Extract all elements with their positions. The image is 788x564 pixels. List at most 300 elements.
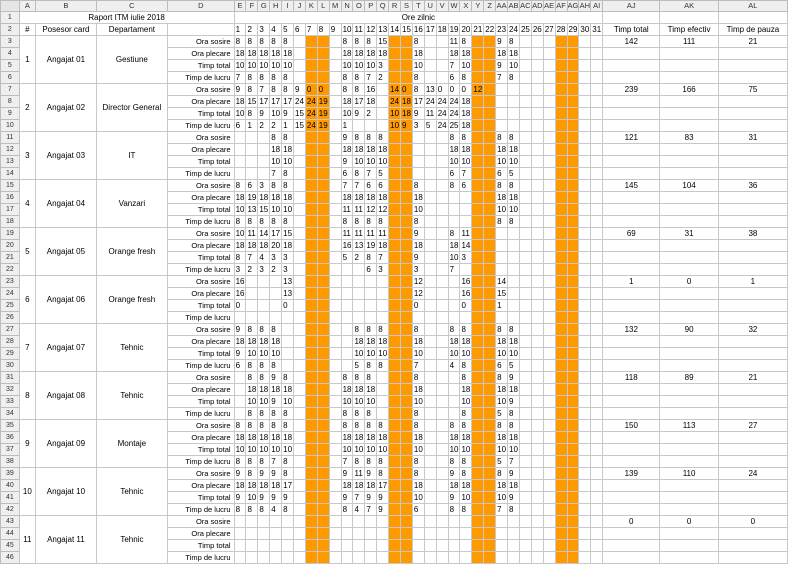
column-header-l[interactable]: L bbox=[317, 1, 329, 12]
day-cell[interactable]: 8 bbox=[460, 504, 472, 516]
day-cell[interactable] bbox=[294, 348, 306, 360]
day-cell[interactable]: 24 bbox=[449, 96, 459, 106]
day-cell[interactable] bbox=[305, 252, 317, 264]
day-cell[interactable]: 11 bbox=[341, 204, 353, 216]
day-cell[interactable] bbox=[531, 492, 543, 504]
day-cell[interactable] bbox=[436, 312, 448, 324]
day-header-30[interactable]: 30 bbox=[580, 24, 590, 34]
day-cell[interactable]: 18 bbox=[366, 384, 376, 394]
employee-name[interactable]: Angajat 10 bbox=[36, 468, 97, 516]
day-cell[interactable] bbox=[579, 72, 591, 84]
day-cell[interactable] bbox=[472, 228, 484, 240]
employee-number[interactable]: 6 bbox=[19, 276, 35, 324]
day-cell[interactable] bbox=[472, 144, 484, 156]
day-cell[interactable]: 18 bbox=[259, 432, 269, 442]
row-header-34[interactable]: 34 bbox=[1, 408, 20, 420]
day-cell[interactable] bbox=[591, 120, 603, 132]
day-cell[interactable]: 24 bbox=[306, 120, 316, 130]
day-cell[interactable]: 10 bbox=[235, 60, 245, 70]
day-cell[interactable] bbox=[579, 492, 591, 504]
day-cell[interactable] bbox=[567, 528, 579, 540]
day-cell[interactable] bbox=[591, 516, 603, 528]
day-cell[interactable]: 4 bbox=[270, 504, 282, 516]
day-cell[interactable] bbox=[401, 504, 413, 516]
day-cell[interactable] bbox=[519, 420, 531, 432]
day-cell[interactable] bbox=[555, 396, 567, 408]
day-cell[interactable] bbox=[424, 348, 436, 360]
row-label[interactable]: Ora sosire bbox=[168, 516, 235, 528]
day-cell[interactable] bbox=[567, 276, 579, 288]
day-cell[interactable] bbox=[329, 348, 341, 360]
day-cell[interactable] bbox=[424, 384, 436, 396]
day-cell[interactable] bbox=[472, 252, 484, 264]
day-cell[interactable]: 12 bbox=[413, 276, 423, 286]
day-cell[interactable] bbox=[424, 468, 436, 480]
day-cell[interactable] bbox=[305, 456, 317, 468]
day-cell[interactable] bbox=[567, 312, 579, 324]
day-cell[interactable] bbox=[519, 60, 531, 72]
day-cell[interactable]: 10 bbox=[497, 396, 507, 406]
day-cell[interactable]: 3 bbox=[282, 264, 294, 276]
day-cell[interactable]: 18 bbox=[497, 480, 507, 490]
day-cell[interactable]: 13 bbox=[283, 276, 293, 286]
day-cell[interactable] bbox=[424, 144, 436, 156]
total-te[interactable]: 113 bbox=[660, 420, 718, 432]
day-cell[interactable] bbox=[329, 120, 341, 132]
day-cell[interactable] bbox=[294, 372, 306, 384]
day-cell[interactable] bbox=[472, 240, 484, 252]
day-cell[interactable] bbox=[436, 156, 448, 168]
day-cell[interactable] bbox=[317, 456, 329, 468]
day-cell[interactable]: 9 bbox=[365, 468, 377, 480]
day-cell[interactable]: 18 bbox=[283, 144, 293, 154]
day-cell[interactable]: 18 bbox=[354, 144, 364, 154]
day-cell[interactable] bbox=[401, 252, 413, 264]
row-label[interactable]: Timp total bbox=[168, 444, 235, 456]
day-cell[interactable]: 8 bbox=[270, 216, 282, 228]
day-cell[interactable]: 11 bbox=[353, 228, 365, 240]
total-te-blank[interactable] bbox=[660, 540, 718, 552]
day-cell[interactable] bbox=[484, 360, 496, 372]
day-cell[interactable] bbox=[567, 192, 579, 204]
row-label[interactable]: Timp total bbox=[168, 300, 235, 312]
day-cell[interactable] bbox=[389, 504, 401, 516]
day-cell[interactable]: 8 bbox=[460, 360, 472, 372]
total-tt[interactable]: 142 bbox=[603, 36, 660, 48]
day-cell[interactable]: 16 bbox=[461, 288, 471, 298]
column-header-p[interactable]: P bbox=[365, 1, 377, 12]
day-cell[interactable] bbox=[579, 516, 591, 528]
day-cell[interactable] bbox=[531, 348, 543, 360]
day-cell[interactable]: 18 bbox=[461, 336, 471, 346]
row-header-41[interactable]: 41 bbox=[1, 492, 20, 504]
day-cell[interactable] bbox=[424, 132, 436, 144]
employee-number[interactable]: 5 bbox=[19, 228, 35, 276]
day-cell[interactable] bbox=[448, 528, 460, 540]
day-cell[interactable]: 8 bbox=[282, 84, 294, 96]
day-cell[interactable] bbox=[472, 372, 484, 384]
employee-department[interactable]: Gestiune bbox=[96, 36, 167, 84]
day-cell[interactable] bbox=[389, 156, 401, 168]
day-cell[interactable] bbox=[424, 180, 436, 192]
day-cell[interactable] bbox=[282, 360, 294, 372]
day-cell[interactable] bbox=[329, 456, 341, 468]
day-cell[interactable]: 10 bbox=[247, 444, 257, 454]
day-cell[interactable] bbox=[377, 300, 389, 312]
day-cell[interactable] bbox=[341, 528, 353, 540]
day-cell[interactable]: 18 bbox=[413, 336, 423, 346]
day-cell[interactable] bbox=[472, 504, 484, 516]
total-tt-blank[interactable] bbox=[603, 48, 660, 60]
day-cell[interactable]: 8 bbox=[353, 456, 365, 468]
day-cell[interactable] bbox=[294, 264, 306, 276]
day-cell[interactable]: 15 bbox=[283, 228, 293, 238]
day-cell[interactable]: 7 bbox=[353, 492, 365, 504]
day-cell[interactable] bbox=[436, 288, 448, 300]
day-cell[interactable]: 8 bbox=[412, 216, 424, 228]
day-cell[interactable] bbox=[448, 408, 460, 420]
day-cell[interactable] bbox=[555, 168, 567, 180]
day-cell[interactable] bbox=[519, 72, 531, 84]
day-cell[interactable] bbox=[543, 180, 555, 192]
day-cell[interactable] bbox=[246, 276, 258, 288]
day-cell[interactable] bbox=[436, 396, 448, 408]
day-cell[interactable] bbox=[365, 288, 377, 300]
day-cell[interactable] bbox=[305, 48, 317, 60]
day-cell[interactable] bbox=[531, 132, 543, 144]
row-label[interactable]: Ora sosire bbox=[168, 84, 235, 96]
day-cell[interactable]: 0 bbox=[460, 300, 472, 312]
total-tt-blank[interactable] bbox=[603, 120, 660, 132]
day-cell[interactable] bbox=[401, 444, 413, 456]
row-header-25[interactable]: 25 bbox=[1, 300, 20, 312]
day-cell[interactable] bbox=[591, 144, 603, 156]
day-cell[interactable] bbox=[329, 204, 341, 216]
day-cell[interactable]: 8 bbox=[246, 84, 258, 96]
day-cell[interactable] bbox=[436, 540, 448, 552]
day-cell[interactable]: 10 bbox=[235, 204, 245, 214]
day-header-14[interactable]: 14 bbox=[390, 24, 400, 34]
total-tt-blank[interactable] bbox=[603, 156, 660, 168]
day-header-15[interactable]: 15 bbox=[402, 24, 411, 34]
total-te-blank[interactable] bbox=[660, 156, 718, 168]
day-cell[interactable]: 11 bbox=[377, 228, 389, 240]
total-te-blank[interactable] bbox=[660, 264, 718, 276]
day-cell[interactable] bbox=[246, 552, 258, 564]
day-cell[interactable]: 6 bbox=[460, 180, 472, 192]
day-cell[interactable] bbox=[401, 264, 413, 276]
total-te[interactable]: 104 bbox=[660, 180, 718, 192]
day-cell[interactable] bbox=[555, 192, 567, 204]
day-cell[interactable]: 7 bbox=[234, 72, 246, 84]
day-cell[interactable] bbox=[567, 504, 579, 516]
day-cell[interactable] bbox=[317, 348, 329, 360]
total-tt-blank[interactable] bbox=[603, 204, 660, 216]
day-cell[interactable] bbox=[305, 156, 317, 168]
day-cell[interactable] bbox=[591, 384, 603, 396]
day-cell[interactable] bbox=[412, 144, 424, 156]
day-cell[interactable] bbox=[436, 432, 448, 444]
day-cell[interactable] bbox=[448, 276, 460, 288]
day-cell[interactable] bbox=[294, 540, 306, 552]
day-cell[interactable] bbox=[401, 300, 413, 312]
day-cell[interactable] bbox=[567, 288, 579, 300]
day-cell[interactable] bbox=[353, 312, 365, 324]
day-cell[interactable]: 10 bbox=[271, 156, 281, 166]
day-cell[interactable] bbox=[305, 132, 317, 144]
day-cell[interactable] bbox=[460, 192, 472, 204]
employee-number[interactable]: 8 bbox=[19, 372, 35, 420]
column-header-m[interactable]: M bbox=[329, 1, 341, 12]
total-te-blank[interactable] bbox=[660, 408, 718, 420]
day-cell[interactable] bbox=[246, 132, 258, 144]
row-header-46[interactable]: 46 bbox=[1, 552, 20, 564]
day-cell[interactable] bbox=[258, 156, 270, 168]
day-cell[interactable]: 6 bbox=[234, 360, 246, 372]
day-cell[interactable]: 18 bbox=[509, 384, 518, 394]
row-label[interactable]: Ora sosire bbox=[168, 132, 235, 144]
day-cell[interactable] bbox=[591, 372, 603, 384]
day-cell[interactable] bbox=[448, 384, 460, 396]
total-tp-blank[interactable] bbox=[718, 300, 787, 312]
day-cell[interactable]: 24 bbox=[306, 108, 316, 118]
day-cell[interactable] bbox=[270, 288, 282, 300]
row-label[interactable]: Ora plecare bbox=[168, 192, 235, 204]
day-cell[interactable] bbox=[531, 456, 543, 468]
day-cell[interactable] bbox=[579, 348, 591, 360]
total-te-blank[interactable] bbox=[660, 456, 718, 468]
day-cell[interactable] bbox=[389, 180, 401, 192]
day-cell[interactable] bbox=[234, 528, 246, 540]
day-cell[interactable]: 4 bbox=[258, 252, 270, 264]
day-cell[interactable] bbox=[341, 288, 353, 300]
day-cell[interactable]: 6 bbox=[496, 360, 508, 372]
row-header-24[interactable]: 24 bbox=[1, 288, 20, 300]
day-cell[interactable] bbox=[401, 516, 413, 528]
day-cell[interactable] bbox=[531, 432, 543, 444]
day-cell[interactable] bbox=[543, 528, 555, 540]
day-cell[interactable] bbox=[567, 384, 579, 396]
day-cell[interactable] bbox=[401, 180, 413, 192]
day-cell[interactable] bbox=[591, 444, 603, 456]
day-cell[interactable]: 18 bbox=[247, 48, 257, 58]
total-tt-blank[interactable] bbox=[603, 456, 660, 468]
day-cell[interactable] bbox=[424, 552, 436, 564]
day-cell[interactable]: 9 bbox=[341, 156, 353, 168]
day-cell[interactable] bbox=[317, 384, 329, 396]
day-cell[interactable] bbox=[353, 300, 365, 312]
day-cell[interactable]: 10 bbox=[283, 156, 293, 166]
day-cell[interactable] bbox=[508, 528, 520, 540]
day-cell[interactable]: 11 bbox=[353, 468, 365, 480]
day-cell[interactable] bbox=[579, 144, 591, 156]
totals-header-2[interactable]: Timp de pauza bbox=[718, 24, 787, 36]
day-cell[interactable]: 18 bbox=[235, 240, 245, 250]
day-cell[interactable] bbox=[377, 276, 389, 288]
day-cell[interactable]: 18 bbox=[402, 96, 411, 106]
day-cell[interactable]: 10 bbox=[354, 348, 364, 358]
day-cell[interactable] bbox=[472, 120, 484, 132]
day-cell[interactable]: 18 bbox=[461, 432, 471, 442]
total-tt-blank[interactable] bbox=[603, 360, 660, 372]
day-cell[interactable] bbox=[317, 180, 329, 192]
day-cell[interactable] bbox=[472, 60, 484, 72]
total-tp-blank[interactable] bbox=[718, 408, 787, 420]
day-cell[interactable]: 10 bbox=[247, 348, 257, 358]
day-cell[interactable] bbox=[567, 216, 579, 228]
day-cell[interactable] bbox=[484, 168, 496, 180]
day-cell[interactable] bbox=[282, 552, 294, 564]
day-cell[interactable] bbox=[294, 36, 306, 48]
day-cell[interactable]: 7 bbox=[365, 72, 377, 84]
day-cell[interactable] bbox=[484, 516, 496, 528]
day-cell[interactable]: 8 bbox=[341, 372, 353, 384]
day-cell[interactable] bbox=[591, 456, 603, 468]
day-cell[interactable] bbox=[496, 552, 508, 564]
day-cell[interactable]: 7 bbox=[258, 84, 270, 96]
day-cell[interactable]: 9 bbox=[258, 492, 270, 504]
day-cell[interactable] bbox=[519, 168, 531, 180]
day-cell[interactable] bbox=[436, 192, 448, 204]
day-cell[interactable] bbox=[591, 348, 603, 360]
day-cell[interactable] bbox=[317, 300, 329, 312]
day-cell[interactable] bbox=[496, 96, 508, 108]
day-cell[interactable]: 8 bbox=[270, 36, 282, 48]
column-header-ab[interactable]: AB bbox=[508, 1, 519, 10]
day-cell[interactable]: 9 bbox=[270, 468, 282, 480]
day-cell[interactable] bbox=[389, 420, 401, 432]
day-cell[interactable] bbox=[401, 192, 413, 204]
day-header-8[interactable]: 8 bbox=[317, 24, 329, 36]
employee-number[interactable]: 4 bbox=[19, 180, 35, 228]
day-cell[interactable]: 18 bbox=[449, 432, 459, 442]
day-cell[interactable] bbox=[329, 96, 341, 108]
day-cell[interactable] bbox=[436, 300, 448, 312]
day-cell[interactable] bbox=[282, 312, 294, 324]
total-te-blank[interactable] bbox=[660, 300, 718, 312]
day-cell[interactable]: 10 bbox=[509, 204, 518, 214]
total-tp-blank[interactable] bbox=[718, 108, 787, 120]
day-cell[interactable] bbox=[543, 516, 555, 528]
day-cell[interactable] bbox=[519, 204, 531, 216]
day-cell[interactable] bbox=[472, 444, 484, 456]
day-cell[interactable]: 8 bbox=[341, 504, 353, 516]
day-cell[interactable] bbox=[579, 456, 591, 468]
day-cell[interactable]: 8 bbox=[460, 72, 472, 84]
day-cell[interactable]: 10 bbox=[366, 156, 376, 166]
row-label[interactable]: Timp de lucru bbox=[168, 120, 235, 132]
day-cell[interactable]: 18 bbox=[271, 384, 281, 394]
day-cell[interactable] bbox=[389, 360, 401, 372]
day-cell[interactable]: 10 bbox=[259, 348, 269, 358]
day-cell[interactable] bbox=[519, 132, 531, 144]
day-cell[interactable]: 8 bbox=[270, 84, 282, 96]
day-cell[interactable] bbox=[294, 252, 306, 264]
day-cell[interactable] bbox=[472, 456, 484, 468]
day-cell[interactable] bbox=[519, 48, 531, 60]
day-cell[interactable]: 18 bbox=[449, 240, 459, 250]
day-cell[interactable] bbox=[424, 72, 436, 84]
day-cell[interactable] bbox=[329, 300, 341, 312]
day-cell[interactable] bbox=[472, 288, 484, 300]
day-cell[interactable] bbox=[365, 276, 377, 288]
day-cell[interactable] bbox=[294, 480, 306, 492]
day-cell[interactable] bbox=[436, 60, 448, 72]
day-cell[interactable] bbox=[531, 240, 543, 252]
day-cell[interactable] bbox=[531, 96, 543, 108]
day-cell[interactable] bbox=[436, 384, 448, 396]
day-cell[interactable]: 8 bbox=[282, 36, 294, 48]
day-cell[interactable] bbox=[555, 216, 567, 228]
row-header-32[interactable]: 32 bbox=[1, 384, 20, 396]
day-cell[interactable] bbox=[567, 36, 579, 48]
day-cell[interactable] bbox=[317, 216, 329, 228]
day-cell[interactable] bbox=[555, 408, 567, 420]
day-cell[interactable] bbox=[519, 240, 531, 252]
day-cell[interactable] bbox=[329, 108, 341, 120]
day-cell[interactable] bbox=[472, 216, 484, 228]
day-cell[interactable]: 10 bbox=[354, 444, 364, 454]
day-cell[interactable] bbox=[579, 156, 591, 168]
day-cell[interactable] bbox=[543, 96, 555, 108]
total-tt-blank[interactable] bbox=[603, 216, 660, 228]
day-cell[interactable] bbox=[472, 108, 484, 120]
day-cell[interactable]: 8 bbox=[353, 324, 365, 336]
day-cell[interactable]: 14 bbox=[497, 276, 507, 286]
day-cell[interactable]: 10 bbox=[283, 444, 293, 454]
day-cell[interactable] bbox=[377, 396, 389, 408]
row-header-44[interactable]: 44 bbox=[1, 528, 20, 540]
day-cell[interactable] bbox=[484, 528, 496, 540]
day-cell[interactable]: 8 bbox=[353, 72, 365, 84]
day-cell[interactable]: 5 bbox=[377, 168, 389, 180]
day-cell[interactable]: 8 bbox=[246, 216, 258, 228]
total-te-blank[interactable] bbox=[660, 504, 718, 516]
total-tt-blank[interactable] bbox=[603, 540, 660, 552]
header-number[interactable]: # bbox=[19, 24, 35, 36]
day-cell[interactable] bbox=[329, 180, 341, 192]
employee-name[interactable]: Angajat 09 bbox=[36, 420, 97, 468]
day-cell[interactable] bbox=[519, 264, 531, 276]
day-cell[interactable] bbox=[401, 132, 413, 144]
total-te-blank[interactable] bbox=[660, 360, 718, 372]
total-tp-blank[interactable] bbox=[718, 348, 787, 360]
day-cell[interactable]: 18 bbox=[271, 192, 281, 202]
row-label[interactable]: Timp total bbox=[168, 108, 235, 120]
day-cell[interactable] bbox=[436, 276, 448, 288]
day-cell[interactable] bbox=[555, 480, 567, 492]
day-cell[interactable]: 17 bbox=[283, 480, 293, 490]
day-cell[interactable] bbox=[424, 300, 436, 312]
day-cell[interactable]: 8 bbox=[448, 504, 460, 516]
day-cell[interactable]: 8 bbox=[258, 36, 270, 48]
day-cell[interactable]: 9 bbox=[448, 492, 460, 504]
row-header-23[interactable]: 23 bbox=[1, 276, 20, 288]
day-cell[interactable] bbox=[472, 540, 484, 552]
day-cell[interactable]: 6 bbox=[448, 72, 460, 84]
day-cell[interactable] bbox=[412, 552, 424, 564]
total-te[interactable]: 166 bbox=[660, 84, 718, 96]
day-cell[interactable] bbox=[270, 516, 282, 528]
total-te-blank[interactable] bbox=[660, 96, 718, 108]
day-cell[interactable]: 13 bbox=[354, 240, 364, 250]
day-cell[interactable] bbox=[531, 540, 543, 552]
day-cell[interactable]: 8 bbox=[377, 324, 389, 336]
total-tp-blank[interactable] bbox=[718, 288, 787, 300]
day-cell[interactable] bbox=[294, 468, 306, 480]
day-cell[interactable]: 8 bbox=[282, 216, 294, 228]
day-cell[interactable] bbox=[294, 240, 306, 252]
